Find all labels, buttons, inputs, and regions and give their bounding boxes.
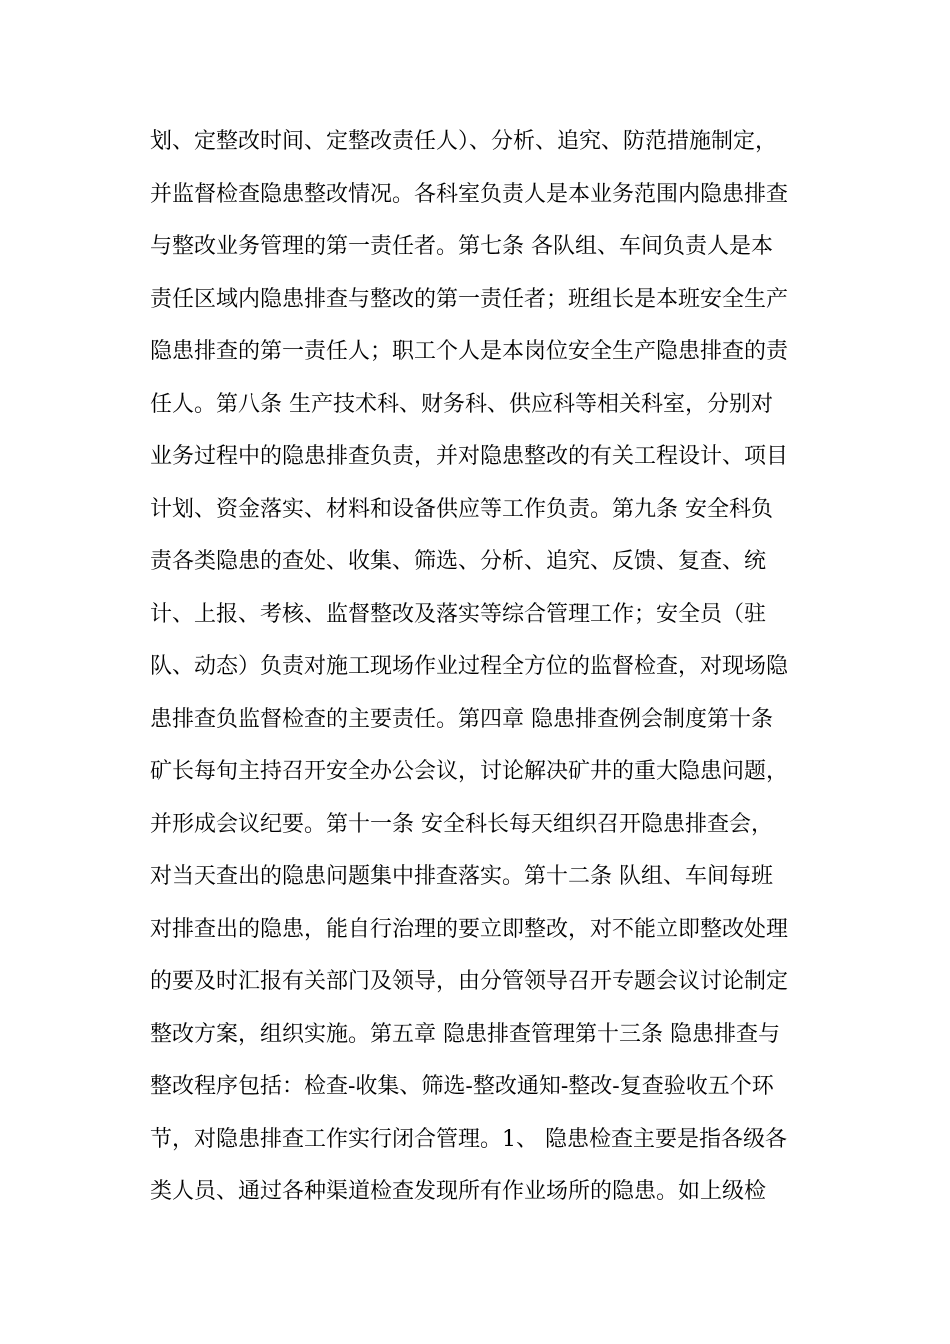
body-text bbox=[150, 116, 810, 1219]
text-line-7: 业务过程中的隐患排查负责，并对隐患整改的有关工程设计、项目 bbox=[150, 444, 789, 469]
text-line-3: 与整改业务管理的第一责任者。第七条 各队组、车间负责人是本 bbox=[150, 234, 773, 259]
text-line-13: 矿长每旬主持召开安全办公会议，讨论解决矿井的重大隐患问题， bbox=[150, 759, 789, 784]
text-line-21: 类人员、通过各种渠道检查发现所有作业场所的隐患。如上级检 bbox=[150, 1179, 767, 1204]
text-line-14: 并形成会议纪要。第十一条 安全科长每天组织召开隐患排查会， bbox=[150, 811, 773, 837]
text-line-6: 任人。第八条 生产技术科、财务科、供应科等相关科室，分别对 bbox=[150, 391, 773, 417]
text-line-10: 计、上报、考核、监督整改及落实等综合管理工作；安全员（驻 bbox=[150, 601, 767, 627]
text-line-15: 对当天查出的隐患问题集中排查落实。第十二条 队组、车间每班 bbox=[150, 864, 773, 889]
text-line-16: 对排查出的隐患，能自行治理的要立即整改，对不能立即整改处理 bbox=[150, 916, 789, 942]
text-line-12: 患排查负监督检查的主要责任。第四章 隐患排查例会制度第十条 bbox=[150, 706, 773, 732]
text-line-8: 计划、资金落实、材料和设备供应等工作负责。第九条 安全科负 bbox=[150, 496, 773, 522]
text-line-5: 隐患排查的第一责任人；职工个人是本岗位安全生产隐患排查的责 bbox=[150, 339, 789, 364]
text-line-18: 整改方案，组织实施。第五章 隐患排查管理第十三条 隐患排查与 bbox=[150, 1021, 780, 1047]
text-line-19: 整改程序包括：检查-收集、筛选-整改通知-整改-复查验收五个环 bbox=[150, 1074, 774, 1099]
text-line-20: 节，对隐患排查工作实行闭合管理。1、 隐患检查主要是指各级各 bbox=[150, 1126, 787, 1152]
text-line-2: 并监督检查隐患整改情况。各科室负责人是本业务范围内隐患排查 bbox=[150, 181, 789, 207]
text-line-9: 责各类隐患的查处、收集、筛选、分析、追究、反馈、复查、统 bbox=[150, 549, 767, 574]
text-line-1: 划、定整改时间、定整改责任人）、分析、追究、防范措施制定， bbox=[150, 129, 778, 154]
text-line-17: 的要及时汇报有关部门及领导，由分管领导召开专题会议讨论制定 bbox=[150, 969, 789, 994]
text-line-11: 队、动态）负责对施工现场作业过程全方位的监督检查，对现场隐 bbox=[150, 654, 789, 679]
text-line-4: 责任区域内隐患排查与整改的第一责任者；班组长是本班安全生产 bbox=[150, 286, 789, 312]
